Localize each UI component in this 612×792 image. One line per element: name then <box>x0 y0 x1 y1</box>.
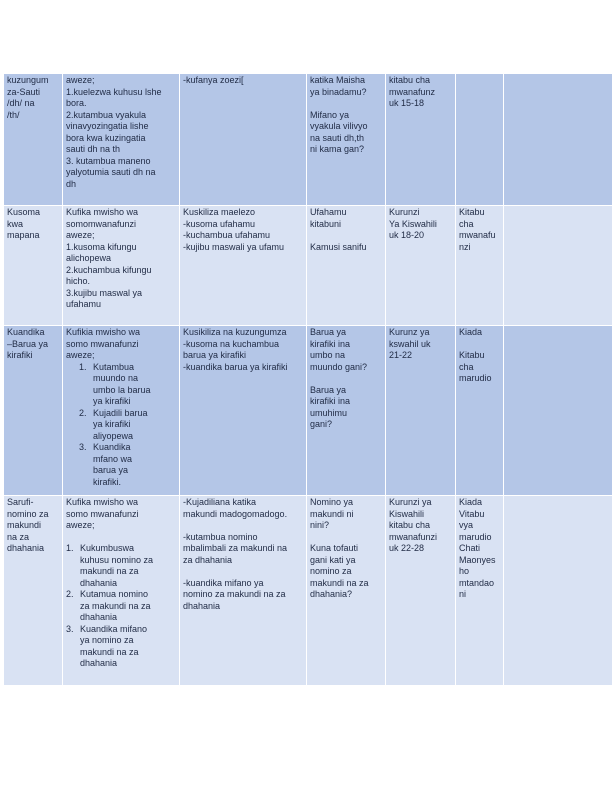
text-line: kuzungum <box>7 75 49 85</box>
text-line: yalyotumia sauti dh na <box>66 167 156 177</box>
table-row <box>4 326 612 496</box>
item-number: 1. <box>79 361 87 372</box>
item-continuation: barua ya <box>93 465 129 475</box>
text-line: gani kati ya <box>310 554 356 565</box>
text-line: hicho. <box>66 276 91 286</box>
text-line: somomwanafunzi <box>66 218 137 229</box>
text-line: Kurunz ya <box>389 327 430 337</box>
numbered-item <box>66 543 176 589</box>
resources-cell <box>456 496 504 686</box>
remarks-cell <box>504 74 612 206</box>
text-line: umbo na <box>310 350 346 360</box>
text-line: Mifano ya <box>310 109 350 120</box>
item-text: Kutambua <box>93 361 135 372</box>
text-line: kitabuni <box>310 218 342 229</box>
text-line: Chati <box>459 543 481 553</box>
text-line: Kufikia mwisho wa <box>66 327 141 337</box>
reference-cell <box>386 326 456 496</box>
text-line: nomino za <box>7 508 49 519</box>
text-line: kirafiki ina <box>310 396 351 406</box>
item-text: Kuandika mifano <box>80 623 148 634</box>
text-line: -kujibu maswali ya ufamu <box>183 241 285 252</box>
item-continuation: kirafiki. <box>93 476 122 487</box>
numbered-item <box>66 589 176 624</box>
text-line: na sauti dh,th <box>310 132 365 143</box>
text-line: -kuandika mifano ya <box>183 577 264 588</box>
text-line: vya <box>459 520 474 530</box>
text-line: umuhimu <box>310 407 348 418</box>
item-continuation: umbo la barua <box>93 384 151 395</box>
text-line: Kiada <box>459 327 483 337</box>
text-line: -kutambua nomino <box>183 531 258 542</box>
text-line: aweze; <box>66 520 95 530</box>
resources-cell <box>456 74 504 206</box>
item-first-line <box>66 543 176 555</box>
text-line: 3. kutambua maneno <box>66 155 151 166</box>
resources-cell <box>456 206 504 326</box>
item-number: 3. <box>66 623 74 634</box>
item-number: 3. <box>79 442 87 452</box>
text-line: ufahamu <box>66 299 102 309</box>
numbered-item <box>66 408 176 443</box>
text-line: -kufanya zoezi[ <box>183 75 244 85</box>
text-line: Kiswahili <box>389 508 425 519</box>
questions-cell <box>307 496 386 686</box>
text-line: -Kujadiliana katika <box>183 497 257 507</box>
text-line: nomino za <box>310 566 352 576</box>
item-continuation: mfano wa <box>93 453 133 464</box>
text-line: ho <box>459 566 470 576</box>
topic-cell <box>4 326 63 496</box>
lesson-plan-table <box>3 73 612 686</box>
text-line: nzi <box>459 241 471 252</box>
text-line: makundi <box>7 520 42 530</box>
text-line: Barua ya <box>310 327 347 337</box>
text-line: mwanafunzi <box>389 531 438 542</box>
item-continuation: dhahania <box>80 612 118 622</box>
activities-cell <box>180 206 307 326</box>
lesson-plan-body <box>4 74 612 686</box>
text-line: marudio <box>459 373 492 383</box>
text-line: nini? <box>310 520 330 530</box>
item-continuation: ya kirafiki <box>93 419 131 429</box>
item-continuation: dhahania <box>80 577 118 588</box>
remarks-cell <box>504 326 612 496</box>
table-row <box>4 206 612 326</box>
blank-line <box>459 339 500 351</box>
item-number: 2. <box>79 407 87 418</box>
text-line: mtandao <box>459 577 495 588</box>
text-line: somo mwanafunzi <box>66 508 139 519</box>
objectives-cell <box>63 74 180 206</box>
item-first-line <box>66 589 176 601</box>
text-line: /dh/ na <box>7 98 35 108</box>
text-line: Ya Kiswahili <box>389 218 437 229</box>
text-line: makundi ni <box>310 508 354 519</box>
item-text: Kujadili barua <box>93 407 148 418</box>
remarks-cell <box>504 206 612 326</box>
text-line: /th/ <box>7 109 20 120</box>
item-number: 1. <box>66 543 74 553</box>
reference-cell <box>386 206 456 326</box>
item-first-line <box>79 442 176 454</box>
text-line: Kuskiliza maelezo <box>183 207 256 217</box>
text-line: Nomino ya <box>310 497 354 507</box>
text-line: makundi madogomadogo. <box>183 508 288 519</box>
text-line: Kuna tofauti <box>310 543 359 553</box>
text-line: kitabu cha <box>389 520 431 530</box>
text-line: 3.kujibu maswal ya <box>66 287 143 298</box>
text-line: kitabu cha <box>389 75 431 85</box>
text-line: alichopewa <box>66 253 112 263</box>
item-text: Kukumbuswa <box>80 543 135 553</box>
text-line: Ufahamu <box>310 207 347 217</box>
text-line: 21-22 <box>389 350 413 360</box>
text-line: ni <box>459 589 467 599</box>
blank-line <box>310 230 382 242</box>
text-line: kwa <box>7 218 24 229</box>
text-line: kirafiki ina <box>310 338 351 349</box>
activities-cell <box>180 326 307 496</box>
text-line: marudio <box>459 531 492 542</box>
text-line: muundo gani? <box>310 361 368 372</box>
text-line: -kuchambua ufahamu <box>183 230 271 240</box>
text-line: vyakula vilivyo <box>310 121 368 131</box>
text-line: somo mwanafunzi <box>66 338 139 349</box>
text-line: -kuandika barua ya kirafiki <box>183 361 288 372</box>
reference-cell <box>386 496 456 686</box>
text-line: za dhahania <box>183 554 233 565</box>
activities-cell <box>180 496 307 686</box>
reference-cell <box>386 74 456 206</box>
objectives-cell <box>63 326 180 496</box>
text-line: dhahania? <box>310 589 353 599</box>
text-line: aweze; <box>66 75 95 85</box>
topic-cell <box>4 206 63 326</box>
blank-line <box>183 566 303 578</box>
text-line: uk 22-28 <box>389 543 425 553</box>
text-line: cha <box>459 218 474 229</box>
text-line: mbalimbali za makundi na <box>183 543 288 553</box>
text-line: mwanafunz <box>389 86 436 97</box>
text-line: Kuandika <box>7 327 45 337</box>
text-line: Kitabu <box>459 207 485 217</box>
blank-line <box>310 532 382 544</box>
text-line: kirafiki <box>7 350 33 360</box>
item-first-line <box>66 624 176 636</box>
text-line: Kiada <box>459 497 483 507</box>
remarks-cell <box>504 496 612 686</box>
topic-cell <box>4 74 63 206</box>
text-line: gani? <box>310 419 333 429</box>
objectives-cell <box>63 206 180 326</box>
item-continuation: ya kirafiki <box>93 396 131 406</box>
text-line: kswahil uk <box>389 338 431 349</box>
blank-line <box>310 373 382 385</box>
text-line: sauti dh na th <box>66 144 121 154</box>
text-line: dhahania <box>7 543 45 553</box>
numbered-item <box>66 442 176 488</box>
text-line: Maonyes <box>459 554 496 565</box>
text-line: Kurunzi ya <box>389 497 432 507</box>
numbered-item <box>66 624 176 670</box>
text-line: Kusikiliza na kuzungumza <box>183 327 287 337</box>
text-line: uk 15-18 <box>389 98 425 108</box>
objectives-cell <box>63 496 180 686</box>
text-line: Kamusi sanifu <box>310 241 367 252</box>
text-line: ya binadamu? <box>310 86 367 97</box>
blank-line <box>66 532 176 544</box>
text-line: aweze; <box>66 350 95 360</box>
activities-cell <box>180 74 307 206</box>
questions-cell <box>307 74 386 206</box>
text-line: 2.kuchambua kifungu <box>66 264 152 275</box>
blank-line <box>183 520 303 532</box>
item-continuation: ya nomino za <box>80 635 134 645</box>
item-continuation: za makundi na za <box>80 600 151 611</box>
item-continuation: makundi na za <box>80 646 139 657</box>
topic-cell <box>4 496 63 686</box>
text-line: bora kwa kuzingatia <box>66 132 146 143</box>
text-line: ni kama gan? <box>310 144 365 154</box>
item-continuation: kuhusu nomino za <box>80 554 154 565</box>
item-first-line <box>79 362 176 374</box>
questions-cell <box>307 326 386 496</box>
text-line: mapana <box>7 230 40 240</box>
text-line: mwanafu <box>459 230 496 240</box>
text-line: uk 18-20 <box>389 230 425 240</box>
questions-cell <box>307 206 386 326</box>
text-line: katika Maisha <box>310 75 366 85</box>
text-line: Vitabu <box>459 508 485 519</box>
text-line: Kufika mwisho wa <box>66 497 139 507</box>
item-continuation: aliyopewa <box>93 430 134 441</box>
text-line: dh <box>66 178 77 189</box>
item-text: Kuandika <box>93 442 131 452</box>
text-line: 1.kusoma kifungu <box>66 241 137 252</box>
text-line: cha <box>459 361 474 372</box>
item-continuation: dhahania <box>80 658 118 668</box>
text-line: 2.kutambua vyakula <box>66 109 147 120</box>
table-row <box>4 74 612 206</box>
text-line: -kusoma na kuchambua <box>183 338 280 349</box>
numbered-item <box>66 362 176 408</box>
item-first-line <box>79 408 176 420</box>
item-number: 2. <box>66 589 74 599</box>
item-text: Kutamua nomino <box>80 589 149 599</box>
text-line: makundi na za <box>310 577 369 588</box>
item-continuation: muundo na <box>93 373 139 383</box>
text-line: dhahania <box>183 600 221 611</box>
text-line: Barua ya <box>310 384 347 395</box>
text-line: vinavyozingatia lishe <box>66 121 149 131</box>
text-line: Kusoma <box>7 207 41 217</box>
item-continuation: makundi na za <box>80 566 139 576</box>
text-line: Kufika mwisho wa <box>66 207 139 217</box>
text-line: 1.kuelezwa kuhusu lshe <box>66 86 162 97</box>
text-line: -kusoma ufahamu <box>183 218 256 229</box>
text-line: aweze; <box>66 230 95 240</box>
text-line: za-Sauti <box>7 86 41 97</box>
text-line: barua ya kirafiki <box>183 350 247 360</box>
text-line: –Barua ya <box>7 338 49 349</box>
text-line: nomino za makundi na za <box>183 589 286 599</box>
text-line: bora. <box>66 98 87 108</box>
table-row <box>4 496 612 686</box>
text-line: na za <box>7 531 30 542</box>
text-line: Kitabu <box>459 350 485 360</box>
text-line: Kurunzi <box>389 207 420 217</box>
blank-line <box>310 98 382 110</box>
resources-cell <box>456 326 504 496</box>
text-line: Sarufi- <box>7 497 34 507</box>
